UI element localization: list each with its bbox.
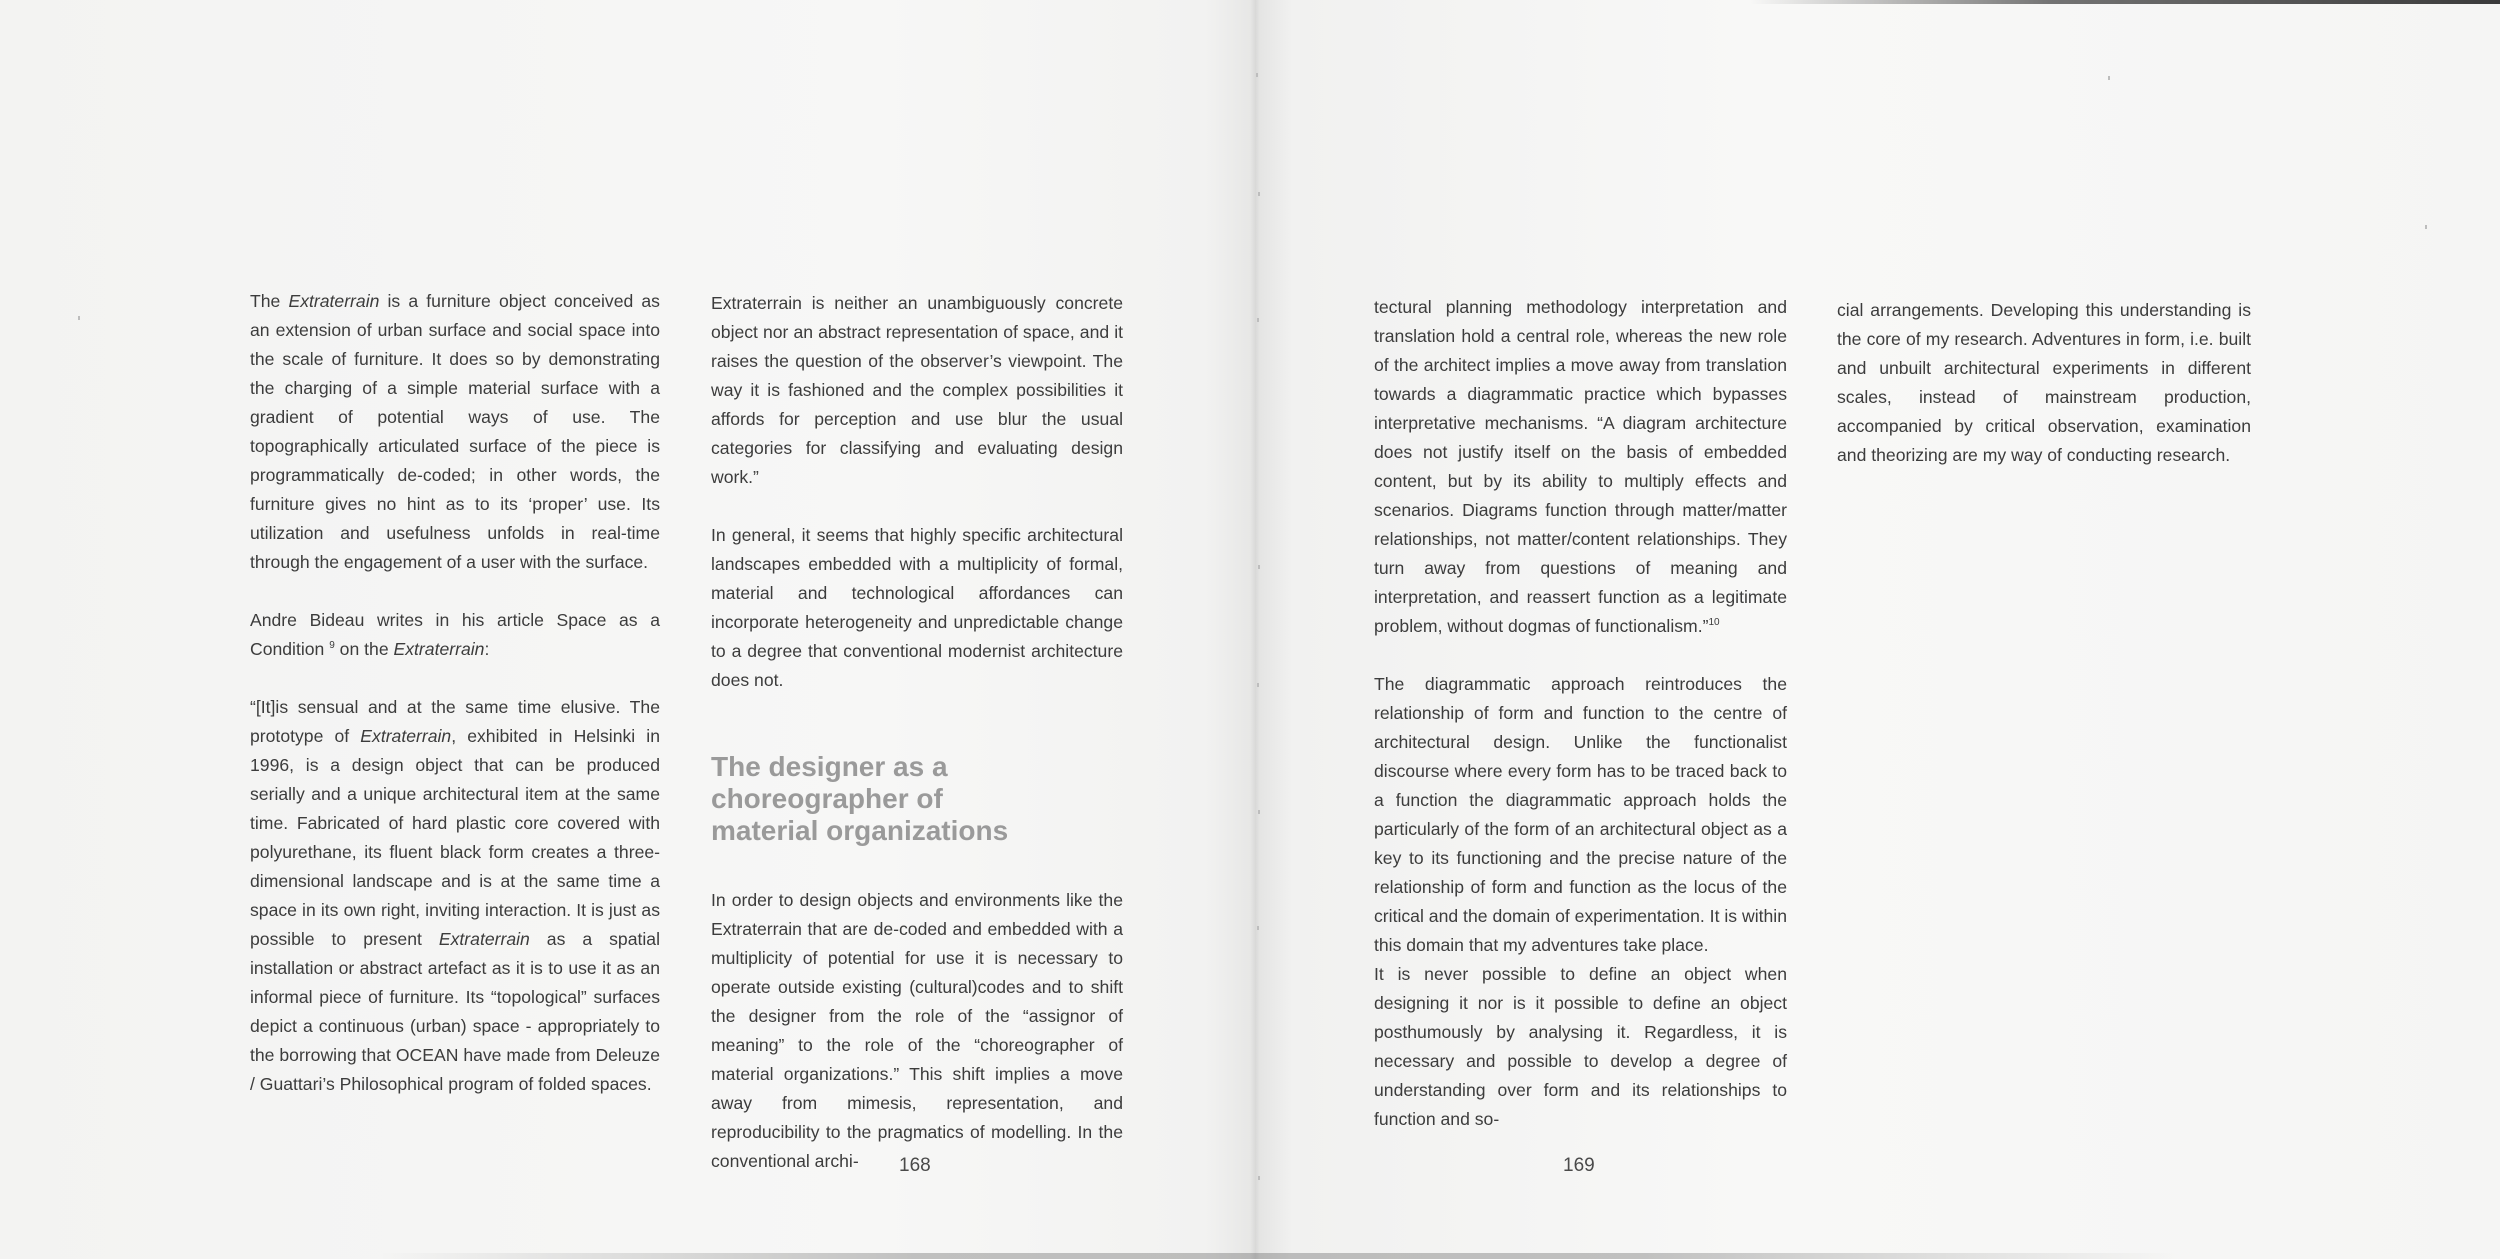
page-number-left: 168 [899,1155,931,1176]
paragraph-diagrammatic-approach: The diagrammatic approach reintroduces the relationship of form and function to the centre of architectural design. Unlike the functionalist discourse where every form has to be traced back to a function the diagrammatic approach holds the particularly of the form of an architectural object as a key to its functioning and the precise nature of the relationship of form and function as the locus of the critical and the domain of experimentation. It is within this domain that my adventures take place. [1374,674,1787,955]
scan-speck [78,316,80,320]
text-span: as a spatial installation or abstract artefact as it is to use it as an informal piece of furniture. Its “topological” surfaces depict a continuous (urban) space - appropriately to the borrowing that OCEAN have made from Deleuze / Guattari’s Philosophical program of folded spaces. [250,929,660,1094]
text-span: Andre Bideau writes in his article Space as a Condition [250,610,660,659]
footnote-marker: 9 [329,640,335,652]
italic-title: Extraterrain [360,726,452,746]
italic-title: Extraterrain [393,639,485,659]
paragraph-quote-end: Extraterrain is neither an unambiguously concrete object nor an abstract representation of space, and it raises the question of the observer’s viewpoint. The way it is fashioned and the complex possibilities it affords for perception and use blur the usual categories for classifying and evaluating design work.” [711,293,1123,487]
scan-speck [1257,318,1259,322]
text-column-3 [1374,293,1787,1134]
text-span: is a furniture object conceived as an extension of urban surface and social space into the scale of furniture. It does so by demonstrating the charging of a simple material surface with a gradient of potential ways of use. The topographically articulated surface of the piece is programmatically de-coded; in other words, the furniture gives no hint as to its ‘proper’ use. Its utilization and usefulness unfolds in real-time through the engagement of a user with the surface. [250,291,660,572]
scan-top-edge [1750,0,2500,4]
scan-speck [1257,683,1259,687]
paragraph-quote [250,693,660,1099]
text-column-4 [1837,296,2251,470]
book-spine [1250,0,1260,1259]
text-span: “[It]is sensual and at the same time elusive. The prototype of [250,697,660,746]
scan-speck [2425,225,2427,229]
italic-title: Extraterrain [288,291,380,311]
paragraph-bideau-intro [250,606,660,664]
text-span: tectural planning methodology interpretation and translation hold a central role, whereas the new role of the architect implies a move away from translation towards a diagrammatic practice which bypasses interpretative mechanisms. “A diagram architecture does not justify itself on the basis of embedded content, but by its ability to multiply effects and scenarios. Diagrams function through matter/matter relationships, not matter/content relationships. They turn away from questions of meaning and interpretation, and reassert function as a legitimate problem, without dogmas of functionalism.” [1374,297,1787,636]
text-span: , exhibited in Helsinki in 1996, is a design object that can be produced serially and a unique architectural item at the same time. Fabricated of hard plastic core covered with polyurethane, its fluent black form creates a three-dimensional landscape and is at the same time a space in its own right, inviting interaction. It is just as possible to present [250,726,660,949]
paragraph-diagram-practice [1374,293,1787,641]
scan-speck [1256,73,1258,77]
italic-title: Extraterrain [438,929,530,949]
scan-speck [1258,192,1260,196]
text-column-1 [250,287,660,1099]
scan-speck [2108,76,2110,80]
paragraph-landscapes: In general, it seems that highly specific architectural landscapes embedded with a multiplicity of formal, material and technological affordances can incorporate heterogeneity and unpredictable change to a degree that conventional modernist architecture does not. [711,525,1123,690]
scan-bottom-edge [380,1253,2180,1259]
heading-line: The designer as a [711,751,948,782]
text-span: on the [334,639,394,659]
scan-speck [1258,565,1260,569]
heading-line: choreographer of [711,783,943,814]
paragraph-design-objects: In order to design objects and environments like the Extraterrain that are de-coded and embedded with a multiplicity of potential for use it is necessary to operate outside existing (cultural)codes and to shift the designer from the role of the “assignor of meaning” to the role of the “choreographer of material organizations.” This shift implies a move away from mimesis, representation, and reproducibility to the pragmatics of modelling. In the conventional archi- [711,890,1123,1171]
paragraph-define-object: It is never possible to define an object when designing it nor is it possible to define an object posthumously by analysing it. Regardless, it is necessary and possible to develop a degree of understanding over form and its relationships to function and so- [1374,964,1787,1129]
text-column-2 [711,289,1123,1176]
text-span: : [484,639,490,659]
scan-speck [1257,926,1259,930]
heading-line: material organizations [711,815,1009,846]
footnote-marker: 10 [1708,617,1720,629]
paragraph-extraterrain-intro [250,287,660,577]
page-number-right: 169 [1563,1155,1595,1176]
paragraph-research: cial arrangements. Developing this understanding is the core of my research. Adventures in form, i.e. built and unbuilt architectural experiments in different scales, instead of mainstream production, accompanied by critical observation, examination and theorizing are my way of conducting research. [1837,300,2251,465]
section-heading [711,751,1123,847]
scan-speck [1258,810,1260,814]
scan-speck [1258,1176,1260,1180]
text-span: The [250,291,289,311]
